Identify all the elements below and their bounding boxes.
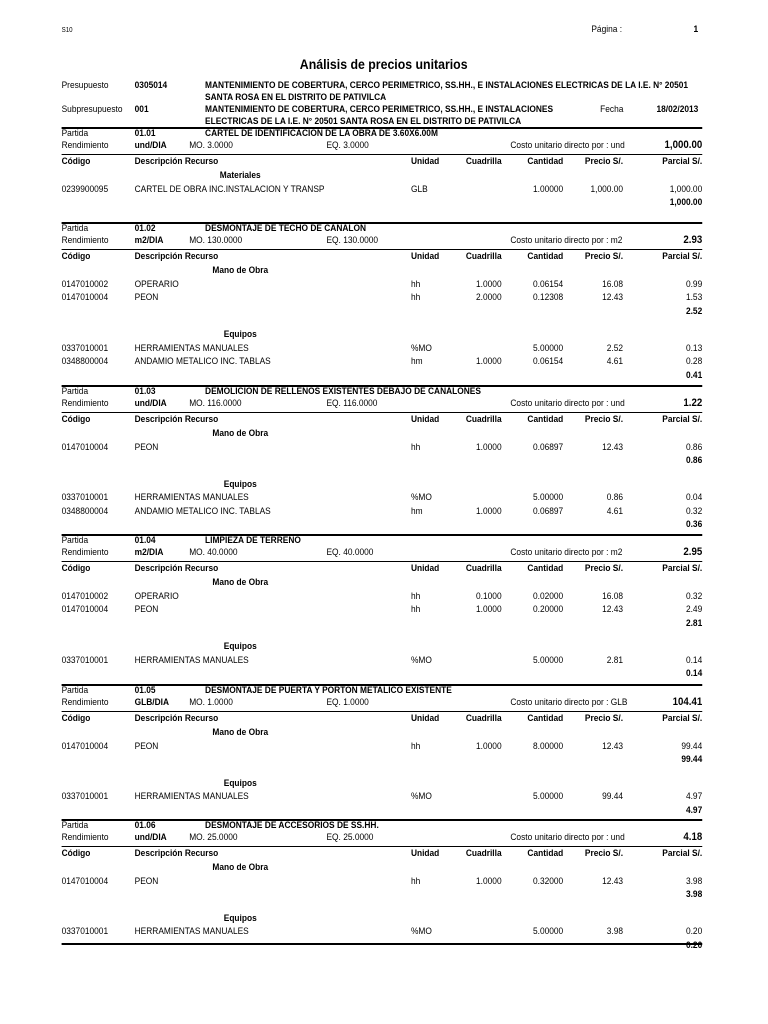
resource-code: 0147010002: [61, 590, 109, 602]
resource-cantidad: 5.00000: [532, 342, 564, 354]
partida-label: Partida: [61, 386, 89, 397]
resource-description: HERRAMIENTAS MANUALES: [134, 342, 249, 354]
column-header-descripcion: Descripción Recurso: [134, 848, 219, 859]
partida-title: DESMONTAJE DE PUERTA Y PORTON METALICO EXISTENTE: [205, 685, 452, 696]
resource-unit: hh: [410, 292, 421, 303]
column-header-cantidad: Cantidad: [527, 251, 564, 262]
costo-unitario-label: Costo unitario directo por : und: [510, 832, 625, 843]
group-equipos-title: Equipos: [223, 912, 257, 924]
partida-code: 01.03: [134, 386, 156, 397]
resource-parcial: 0.32: [685, 505, 703, 517]
resource-parcial: 1,000.00: [669, 183, 703, 195]
rendimiento-eq: EQ. 40.0000: [326, 547, 374, 558]
rendimiento-eq: EQ. 130.0000: [326, 235, 379, 246]
group-subtotal: 0.86: [685, 455, 703, 466]
column-header-precio: Precio S/.: [584, 713, 624, 724]
column-header-parcial: Parcial S/.: [662, 848, 703, 859]
resource-unit: GLB: [410, 183, 428, 195]
column-header-descripcion: Descripción Recurso: [134, 563, 219, 574]
resource-description: HERRAMIENTAS MANUALES: [134, 926, 249, 937]
resource-code: 0147010004: [61, 441, 109, 453]
resource-precio: 2.81: [606, 654, 624, 666]
partida-label: Partida: [61, 685, 89, 696]
column-header-codigo: Código: [61, 156, 91, 167]
subpresupuesto-description-line2: ELECTRICAS DE LA I.E. N° 20501 SANTA ROSA EN EL DISTRITO DE PATIVILCA: [205, 116, 522, 127]
partida-code: 01.01: [134, 128, 156, 139]
header-divider: [62, 412, 703, 413]
resource-precio: 12.43: [602, 875, 624, 887]
resource-precio: 2.52: [606, 342, 624, 354]
rendimiento-eq: EQ. 25.0000: [326, 832, 374, 843]
resource-code: 0147010004: [61, 875, 109, 887]
resource-code: 0147010004: [61, 740, 109, 752]
column-header-cantidad: Cantidad: [527, 713, 564, 724]
page-label: Página :: [591, 24, 623, 35]
resource-parcial: 0.13: [685, 342, 703, 354]
resource-parcial: 2.49: [685, 604, 703, 615]
partida-label: Partida: [61, 820, 89, 831]
resource-description: ANDAMIO METALICO INC. TABLAS: [134, 356, 271, 367]
group-subtotal: 2.52: [685, 305, 703, 317]
resource-cantidad: 1.00000: [532, 183, 564, 195]
partida-title: DESMONTAJE DE TECHO DE CANALÓN: [205, 223, 367, 234]
resource-code: 0239900095: [61, 183, 109, 195]
resource-cantidad: 5.00000: [532, 791, 564, 802]
resource-cantidad: 0.32000: [532, 875, 564, 887]
partida-code: 01.02: [134, 223, 156, 234]
partida-code: 01.04: [134, 535, 156, 546]
group-equipos-title: Equipos: [223, 777, 257, 789]
rendimiento-mo: MO. 116.0000: [189, 398, 242, 409]
costo-unitario-value: 4.18: [683, 831, 703, 843]
rendimiento-label: Rendimiento: [61, 547, 109, 558]
costo-unitario-label: Costo unitario directo por : und: [510, 398, 625, 409]
group-subtotal: 1,000.00: [669, 197, 703, 208]
resource-parcial: 0.32: [685, 590, 703, 602]
resource-code: 0337010001: [61, 926, 109, 937]
column-header-codigo: Código: [61, 563, 91, 574]
resource-precio: 16.08: [602, 278, 624, 290]
group-subtotal: 0.14: [685, 668, 703, 679]
subpresupuesto-code: 001: [134, 104, 149, 115]
costo-unitario-value: 1.22: [683, 397, 703, 409]
rendimiento-mo: MO. 40.0000: [189, 547, 238, 558]
group-subtotal: 0.20: [685, 939, 703, 951]
column-header-descripcion: Descripción Recurso: [134, 713, 219, 724]
column-header-codigo: Código: [61, 251, 91, 262]
resource-parcial: 0.04: [685, 492, 703, 503]
resource-description: PEON: [134, 292, 159, 303]
costo-unitario-label: Costo unitario directo por : m2: [510, 547, 623, 558]
resource-parcial: 1.53: [685, 292, 703, 303]
column-header-parcial: Parcial S/.: [662, 156, 703, 167]
header-divider: [62, 249, 703, 250]
section-divider: [62, 819, 703, 821]
resource-cantidad: 0.20000: [532, 604, 564, 615]
rendimiento-label: Rendimiento: [61, 398, 109, 409]
partida-code: 01.05: [134, 685, 156, 696]
resource-parcial: 3.98: [685, 875, 703, 887]
resource-cantidad: 8.00000: [532, 740, 564, 752]
column-header-unidad: Unidad: [410, 713, 440, 724]
column-header-unidad: Unidad: [410, 414, 440, 425]
column-header-cuadrilla: Cuadrilla: [465, 563, 502, 574]
fecha-value: 18/02/2013: [656, 104, 699, 115]
column-header-parcial: Parcial S/.: [662, 563, 703, 574]
resource-cantidad: 5.00000: [532, 492, 564, 503]
subpresupuesto-description: MANTENIMIENTO DE COBERTURA, CERCO PERIMETRICO, SS.HH., E INSTALACIONES: [205, 104, 554, 115]
header-divider: [62, 711, 703, 712]
costo-unitario-label: Costo unitario directo por : m2: [510, 235, 623, 246]
resource-code: 0348800004: [61, 356, 109, 367]
resource-precio: 16.08: [602, 590, 624, 602]
resource-cantidad: 5.00000: [532, 926, 564, 937]
column-header-cuadrilla: Cuadrilla: [465, 156, 502, 167]
header-divider: [62, 154, 703, 155]
rendimiento-mo: MO. 1.0000: [189, 697, 233, 708]
column-header-parcial: Parcial S/.: [662, 251, 703, 262]
resource-unit: hh: [410, 441, 421, 453]
resource-description: OPERARIO: [134, 590, 179, 602]
group-subtotal: 0.41: [685, 369, 703, 381]
resource-precio: 12.43: [602, 740, 624, 752]
resource-cuadrilla: 2.0000: [476, 292, 502, 303]
costo-unitario-value: 2.93: [683, 234, 703, 246]
resource-cantidad: 5.00000: [532, 654, 564, 666]
partida-title: LIMPIEZA DE TERRENO: [205, 535, 301, 546]
resource-unit: hh: [410, 590, 421, 602]
resource-description: HERRAMIENTAS MANUALES: [134, 791, 249, 802]
resource-code: 0337010001: [61, 654, 109, 666]
resource-parcial: 0.20: [685, 926, 703, 937]
column-header-precio: Precio S/.: [584, 251, 624, 262]
group-mano-de-obra-title: Mano de Obra: [212, 265, 269, 276]
group-subtotal: 2.81: [685, 617, 703, 629]
resource-code: 0337010001: [61, 492, 109, 503]
resource-code: 0147010004: [61, 292, 109, 303]
resource-cuadrilla: 1.0000: [476, 441, 502, 453]
resource-cantidad: 0.06897: [532, 441, 564, 453]
resource-unit: hh: [410, 604, 421, 615]
rendimiento-label: Rendimiento: [61, 235, 109, 246]
rendimiento-mo: MO. 3.0000: [189, 140, 233, 151]
resource-cuadrilla: 1.0000: [476, 356, 502, 367]
column-header-precio: Precio S/.: [584, 156, 624, 167]
resource-cuadrilla: 1.0000: [476, 740, 502, 752]
resource-precio: 3.98: [606, 926, 624, 937]
group-equipos-title: Equipos: [223, 478, 257, 490]
resource-description: HERRAMIENTAS MANUALES: [134, 654, 249, 666]
column-header-descripcion: Descripción Recurso: [134, 414, 219, 425]
presupuesto-description-line2: SANTA ROSA EN EL DISTRITO DE PATIVILCA: [205, 92, 387, 103]
resource-code: 0147010002: [61, 278, 109, 290]
resource-cantidad: 0.06154: [532, 278, 564, 290]
column-header-cuadrilla: Cuadrilla: [465, 713, 502, 724]
resource-description: ANDAMIO METALICO INC. TABLAS: [134, 505, 271, 517]
partida-code: 01.06: [134, 820, 156, 831]
column-header-cuadrilla: Cuadrilla: [465, 848, 502, 859]
column-header-parcial: Parcial S/.: [662, 713, 703, 724]
resource-cuadrilla: 1.0000: [476, 278, 502, 290]
resource-unit: hm: [410, 505, 423, 517]
column-header-unidad: Unidad: [410, 563, 440, 574]
group-mano-de-obra-title: Mano de Obra: [212, 577, 269, 588]
column-header-cuadrilla: Cuadrilla: [465, 251, 502, 262]
resource-description: OPERARIO: [134, 278, 179, 290]
rendimiento-label: Rendimiento: [61, 832, 109, 843]
rendimiento-unit: m2/DIA: [134, 235, 164, 246]
group-subtotal: 3.98: [685, 889, 703, 900]
resource-description: PEON: [134, 740, 159, 752]
column-header-unidad: Unidad: [410, 848, 440, 859]
resource-unit: %MO: [410, 342, 432, 354]
column-header-precio: Precio S/.: [584, 848, 624, 859]
resource-parcial: 99.44: [681, 740, 703, 752]
resource-precio: 12.43: [602, 441, 624, 453]
group-mano-de-obra-title: Mano de Obra: [212, 862, 269, 873]
resource-description: PEON: [134, 875, 159, 887]
column-header-unidad: Unidad: [410, 156, 440, 167]
section-divider: [62, 534, 703, 536]
column-header-cantidad: Cantidad: [527, 156, 564, 167]
resource-cuadrilla: 1.0000: [476, 604, 502, 615]
rendimiento-unit: GLB/DIA: [134, 697, 170, 708]
resource-description: HERRAMIENTAS MANUALES: [134, 492, 249, 503]
column-header-descripcion: Descripción Recurso: [134, 251, 219, 262]
resource-code: 0337010001: [61, 342, 109, 354]
resource-precio: 4.61: [606, 505, 624, 517]
resource-precio: 4.61: [606, 356, 624, 367]
group-equipos-title: Equipos: [223, 641, 257, 652]
resource-precio: 12.43: [602, 292, 624, 303]
group-materiales-title: Materiales: [219, 170, 261, 181]
resource-unit: %MO: [410, 791, 432, 802]
column-header-codigo: Código: [61, 713, 91, 724]
resource-parcial: 4.97: [685, 791, 703, 802]
resource-unit: %MO: [410, 492, 432, 503]
resource-code: 0147010004: [61, 604, 109, 615]
resource-cuadrilla: 0.1000: [476, 590, 502, 602]
resource-description: PEON: [134, 604, 159, 615]
resource-description: CARTEL DE OBRA INC.INSTALACION Y TRANSP: [134, 183, 325, 195]
resource-unit: hh: [410, 278, 421, 290]
report-code: S10: [61, 27, 73, 34]
section-divider: [62, 222, 703, 224]
rendimiento-eq: EQ. 3.0000: [326, 140, 369, 151]
rendimiento-unit: und/DIA: [134, 398, 167, 409]
resource-cantidad: 0.06897: [532, 505, 564, 517]
resource-unit: hh: [410, 875, 421, 887]
column-header-cantidad: Cantidad: [527, 414, 564, 425]
resource-cantidad: 0.12308: [532, 292, 564, 303]
page-title: Análisis de precios unitarios: [299, 56, 468, 72]
rendimiento-label: Rendimiento: [61, 140, 109, 151]
header-divider: [62, 846, 703, 847]
column-header-precio: Precio S/.: [584, 414, 624, 425]
costo-unitario-label: Costo unitario directo por : GLB: [510, 697, 628, 708]
column-header-unidad: Unidad: [410, 251, 440, 262]
column-header-parcial: Parcial S/.: [662, 414, 703, 425]
resource-cuadrilla: 1.0000: [476, 505, 502, 517]
group-subtotal: 0.36: [685, 519, 703, 530]
presupuesto-description: MANTENIMIENTO DE COBERTURA, CERCO PERIMETRICO, SS.HH., E INSTALACIONES ELECTRICAS DE LA I.E. N° 20501: [205, 80, 689, 91]
rendimiento-eq: EQ. 116.0000: [326, 398, 378, 409]
rendimiento-label: Rendimiento: [61, 697, 109, 708]
costo-unitario-value: 1,000.00: [664, 139, 703, 151]
resource-precio: 12.43: [602, 604, 624, 615]
header-divider: [62, 561, 703, 562]
resource-cantidad: 0.02000: [532, 590, 564, 602]
costo-unitario-label: Costo unitario directo por : und: [510, 140, 625, 151]
group-mano-de-obra-title: Mano de Obra: [212, 428, 269, 439]
resource-parcial: 0.99: [685, 278, 703, 290]
resource-code: 0337010001: [61, 791, 109, 802]
page-number: 1: [693, 24, 699, 35]
resource-description: PEON: [134, 441, 159, 453]
partida-title: CARTEL DE IDENTIFICACION DE LA OBRA DE 3.60X6.00M: [205, 128, 438, 139]
column-header-cuadrilla: Cuadrilla: [465, 414, 502, 425]
column-header-codigo: Código: [61, 414, 91, 425]
presupuesto-code: 0305014: [134, 80, 168, 91]
rendimiento-unit: und/DIA: [134, 140, 167, 151]
column-header-precio: Precio S/.: [584, 563, 624, 574]
resource-cantidad: 0.06154: [532, 356, 564, 367]
column-header-codigo: Código: [61, 848, 91, 859]
rendimiento-unit: m2/DIA: [134, 547, 164, 558]
partida-label: Partida: [61, 223, 89, 234]
resource-unit: %MO: [410, 926, 432, 937]
resource-unit: hm: [410, 356, 423, 367]
subpresupuesto-label: Subpresupuesto: [61, 104, 123, 115]
resource-precio: 0.86: [606, 492, 624, 503]
resource-parcial: 0.28: [685, 356, 703, 367]
rendimiento-mo: MO. 130.0000: [189, 235, 243, 246]
resource-unit: %MO: [410, 654, 432, 666]
partida-title: DEMOLICIÓN DE RELLENOS EXISTENTES DEBAJO DE CANALONES: [205, 386, 481, 397]
partida-title: DESMONTAJE DE ACCESORIOS DE SS.HH.: [205, 820, 379, 831]
resource-code: 0348800004: [61, 505, 109, 517]
group-mano-de-obra-title: Mano de Obra: [212, 727, 269, 738]
resource-cuadrilla: 1.0000: [476, 875, 502, 887]
section-divider: [62, 943, 703, 945]
rendimiento-eq: EQ. 1.0000: [326, 697, 369, 708]
resource-parcial: 0.14: [685, 654, 703, 666]
partida-label: Partida: [61, 535, 89, 546]
costo-unitario-value: 2.95: [683, 546, 703, 558]
costo-unitario-value: 104.41: [672, 696, 703, 708]
resource-precio: 99.44: [602, 791, 624, 802]
presupuesto-label: Presupuesto: [61, 80, 109, 91]
column-header-cantidad: Cantidad: [527, 848, 564, 859]
column-header-descripcion: Descripción Recurso: [134, 156, 219, 167]
resource-unit: hh: [410, 740, 421, 752]
resource-parcial: 0.86: [685, 441, 703, 453]
fecha-label: Fecha: [600, 104, 624, 115]
rendimiento-unit: und/DIA: [134, 832, 167, 843]
column-header-cantidad: Cantidad: [527, 563, 564, 574]
partida-label: Partida: [61, 128, 89, 139]
resource-precio: 1,000.00: [590, 183, 624, 195]
group-subtotal: 4.97: [685, 804, 703, 816]
rendimiento-mo: MO. 25.0000: [189, 832, 238, 843]
group-equipos-title: Equipos: [223, 329, 257, 340]
group-subtotal: 99.44: [681, 754, 703, 765]
